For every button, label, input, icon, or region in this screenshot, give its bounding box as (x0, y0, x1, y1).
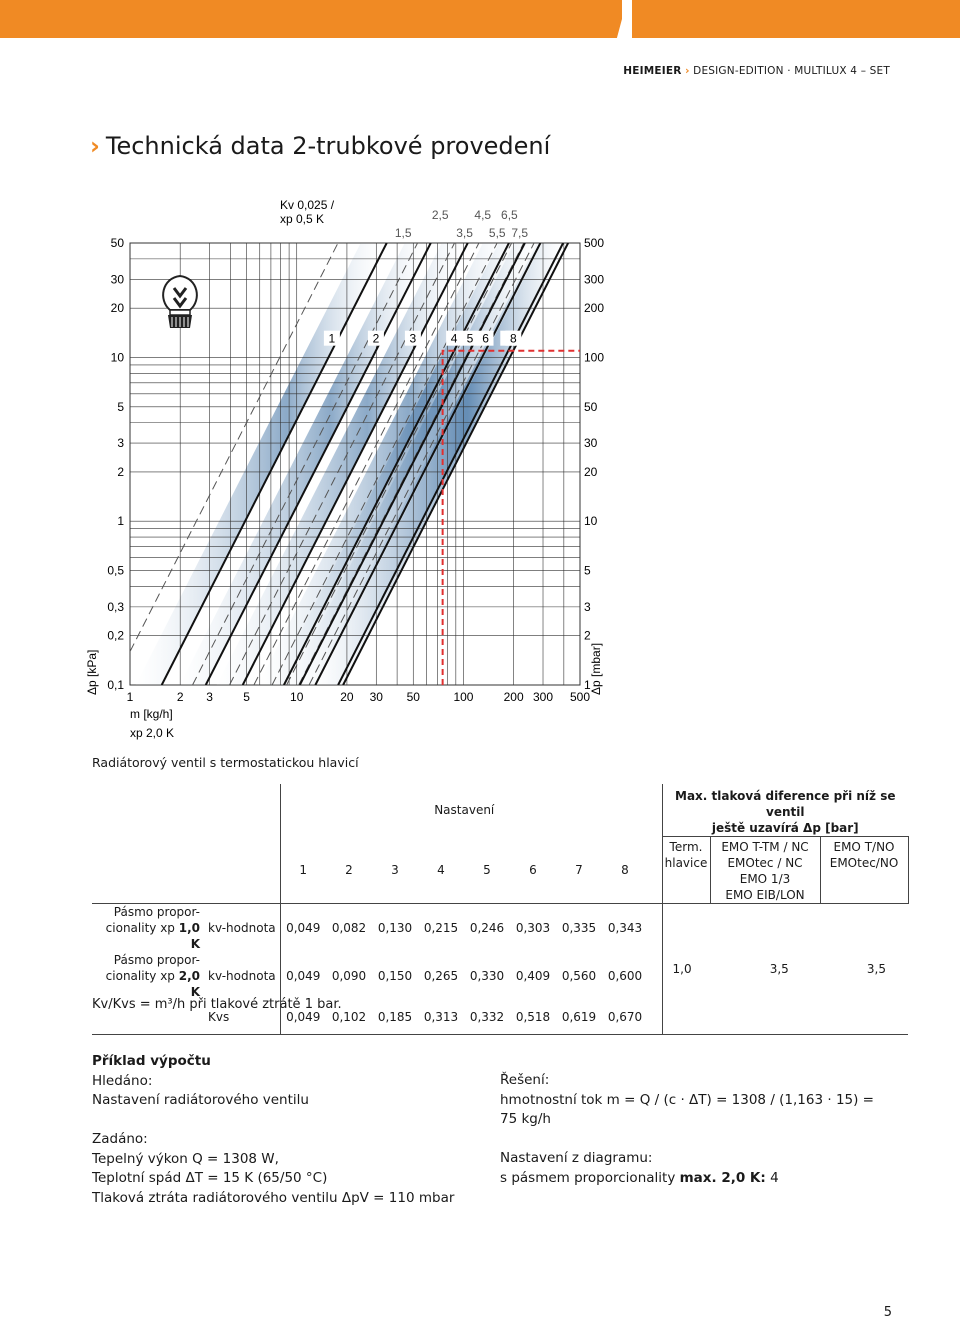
y-axis-label-left: Δp [kPa] (85, 649, 99, 695)
x-tick: 500 (569, 690, 591, 704)
brand-name: HEIMEIER (623, 65, 682, 77)
solution-formula: hmotnostní tok m = Q / (c · ΔT) = 1308 / (1,163 · 15) = (500, 1091, 874, 1108)
max-value: 3,5 (866, 961, 886, 976)
kv-note: Kv/Kvs = m³/h při tlakové ztrátě 1 bar. (92, 997, 342, 1012)
setting-7: 7 (575, 862, 583, 877)
orange-bar-right (632, 0, 960, 38)
table-row (92, 904, 908, 953)
kvs-value: 0,049 (280, 1000, 326, 1034)
head-a-3: EMO 1/3 (739, 872, 791, 886)
y-tick-left: 30 (110, 272, 124, 287)
y-tick-right: 100 (584, 350, 605, 365)
page-title-text: Technická data 2-trubkové provedení (105, 132, 551, 160)
example-left (92, 1052, 454, 1208)
kv-value: 0,130 (377, 921, 413, 935)
valve-heads-a (710, 837, 820, 904)
max-pressure-title-1: Max. tlaková diference při níž se ventil (675, 789, 896, 819)
y-tick-right: 3 (584, 599, 591, 614)
example-line: Hledáno: (92, 1072, 153, 1089)
solution-label: Řešení: (500, 1072, 550, 1088)
y-axis-label-right: Δp [mbar] (589, 642, 603, 695)
kv-value: 0,330 (469, 969, 505, 983)
x-tick: 50 (406, 690, 420, 704)
top-setting-label: 4,5 (474, 208, 492, 222)
kv-value: 0,090 (331, 969, 367, 983)
x-tick: 200 (503, 690, 524, 704)
kv-value: 0,150 (377, 969, 413, 983)
term-hlavice (662, 837, 710, 904)
top-setting-label: 5,5 (488, 226, 506, 240)
head-a-2: EMOtec / NC (727, 856, 803, 870)
diagram-setting-value (500, 1169, 880, 1189)
orange-bar-left (0, 0, 622, 38)
example-spacer (92, 1111, 454, 1131)
head-a-4: EMO EIB/LON (725, 888, 805, 902)
top-setting-label: 6,5 (501, 208, 518, 222)
setting-label-1: 1 (328, 331, 336, 346)
row-kind: Kvs (208, 1009, 230, 1024)
kv-value: 0,049 (280, 904, 326, 953)
y-tick-left: 5 (117, 399, 124, 414)
max-value: 1,0 (672, 961, 692, 976)
x-axis-label: m [kg/h] (130, 707, 173, 721)
xp-label: xp 0,5 K (280, 212, 325, 226)
row-label-line: Pásmo propor- (113, 953, 200, 967)
y-tick-left: 0,2 (107, 628, 124, 643)
head-b-2: EMOtec/NO (829, 856, 899, 870)
pressure-loss-chart (80, 195, 620, 750)
top-color-bar (0, 0, 960, 38)
setting-4: 4 (437, 862, 445, 877)
diagram-setting-label: Nastavení z diagramu: (500, 1150, 653, 1166)
x-tick: 100 (453, 690, 474, 704)
product-name: DESIGN-EDITION · MULTILUX 4 – SET (693, 65, 890, 77)
kv-value: 0,082 (331, 921, 367, 935)
row-label-line: cionality xp (105, 921, 179, 935)
row-kind: kv-hodnota (208, 921, 276, 935)
setting-label-5: 5 (466, 331, 474, 346)
kv-label: Kv 0,025 / (280, 198, 335, 212)
row-label-line: cionality xp (105, 969, 179, 983)
row-label-bold: 1,0 K (178, 921, 200, 951)
page-title (90, 132, 550, 160)
y-tick-left: 50 (110, 236, 124, 250)
setting-result: 4 (765, 1169, 779, 1186)
y-tick-left: 0,3 (107, 599, 124, 614)
chevron-right-icon: › (90, 132, 100, 160)
kvs-value: 0,619 (561, 1009, 597, 1024)
section-title: Radiátorový ventil s termostatickou hlavicí (92, 755, 359, 770)
kv-value: 0,265 (423, 969, 459, 983)
setting-label-2: 2 (372, 331, 380, 346)
kv-value: 0,343 (607, 921, 643, 935)
chevron-right-icon: › (685, 65, 690, 77)
head-a-1: EMO T-TM / NC (721, 840, 809, 854)
kv-value: 0,215 (423, 921, 459, 935)
y-tick-right: 5 (584, 563, 591, 578)
y-tick-left: 0,1 (107, 678, 124, 692)
kv-value: 0,049 (280, 952, 326, 1000)
example-line: Tepelný výkon Q = 1308 W, (92, 1150, 279, 1167)
example-right (500, 1071, 880, 1188)
x-tick: 5 (243, 690, 250, 704)
kv-value: 0,335 (561, 921, 597, 935)
head-b-1: EMO T/NO (833, 840, 895, 854)
x-tick: 30 (369, 690, 383, 704)
setting-3: 3 (391, 862, 399, 877)
top-setting-label: 3,5 (456, 226, 473, 240)
y-tick-right: 1 (584, 678, 591, 692)
setting-1: 1 (280, 837, 326, 904)
kvs-value: 0,670 (607, 1009, 643, 1024)
nastaveni-header: Nastavení (280, 784, 648, 837)
example-spacer (500, 1130, 880, 1150)
kv-value: 0,409 (515, 969, 551, 983)
top-setting-label: 2,5 (431, 208, 449, 222)
y-tick-left: 0,5 (107, 563, 124, 578)
setting-bold: max. 2,0 K: (679, 1169, 766, 1186)
example-line: Teplotní spád ΔT = 15 K (65/50 °C) (92, 1170, 328, 1186)
y-tick-right: 300 (584, 272, 605, 287)
y-tick-right: 10 (584, 514, 598, 529)
kvs-value: 0,102 (331, 1009, 367, 1024)
max-pressure-title-2: ještě uzavírá Δp [bar] (711, 821, 859, 835)
kv-value: 0,600 (607, 969, 643, 983)
row-kind: kv-hodnota (208, 969, 276, 983)
x-tick: 1 (126, 690, 134, 704)
y-tick-left: 10 (110, 350, 124, 365)
row-label-bold: 2,0 K (178, 969, 200, 999)
top-setting-label: 7,5 (511, 226, 529, 240)
y-tick-right: 200 (584, 301, 605, 316)
x-tick: 20 (340, 690, 354, 704)
y-tick-right: 20 (584, 464, 598, 479)
top-setting-label: 1,5 (394, 226, 412, 240)
example-line: Tlaková ztráta radiátorového ventilu ΔpV = 110 mbar (92, 1189, 455, 1206)
x-axis-label-2: xp 2,0 K (130, 726, 175, 740)
y-tick-right: 30 (584, 436, 598, 451)
x-tick: 10 (290, 690, 304, 704)
setting-label-8: 8 (509, 331, 517, 346)
x-tick: 3 (206, 690, 213, 704)
y-tick-left: 2 (117, 464, 124, 479)
settings-row (92, 837, 908, 904)
kv-value: 0,560 (561, 969, 597, 983)
max-values-cell (662, 904, 908, 1035)
setting-2: 2 (345, 862, 353, 877)
row-label-xp1 (92, 904, 206, 953)
setting-label-6: 6 (482, 331, 489, 346)
setting-5: 5 (483, 862, 491, 877)
running-header (623, 65, 890, 77)
setting-label-3: 3 (409, 331, 417, 346)
kvs-value: 0,518 (515, 1009, 551, 1024)
kvs-value: 0,332 (469, 1009, 505, 1024)
y-tick-right: 50 (584, 399, 598, 414)
y-tick-right: 500 (584, 236, 605, 250)
page-number: 5 (883, 1305, 892, 1320)
x-tick: 2 (176, 690, 184, 704)
row-label-line: Pásmo propor- (113, 905, 200, 919)
example-line: Zadáno: (92, 1131, 148, 1147)
y-tick-right: 2 (584, 628, 591, 643)
row-label-xp2 (92, 952, 206, 1000)
example-line: Nastavení radiátorového ventilu (92, 1092, 309, 1108)
x-tick: 300 (532, 690, 554, 704)
max-value: 3,5 (769, 961, 789, 976)
y-tick-left: 20 (110, 301, 124, 316)
y-tick-left: 1 (117, 514, 124, 529)
setting-8: 8 (621, 862, 629, 877)
term-label-1: Term. (669, 840, 703, 854)
solution-result: 75 kg/h (500, 1111, 551, 1127)
max-pressure-header (662, 784, 908, 837)
kvs-value: 0,185 (377, 1009, 413, 1024)
term-label-2: hlavice (664, 856, 708, 870)
kvs-value: 0,313 (423, 1009, 459, 1024)
setting-6: 6 (529, 862, 537, 877)
setting-text: s pásmem proporcionality (500, 1169, 680, 1186)
setting-label-4: 4 (450, 331, 458, 346)
example-heading: Příklad výpočtu (92, 1053, 211, 1069)
y-tick-left: 3 (117, 436, 124, 451)
valve-heads-b (820, 837, 908, 904)
kv-value: 0,246 (469, 921, 505, 935)
kv-value: 0,303 (515, 921, 551, 935)
